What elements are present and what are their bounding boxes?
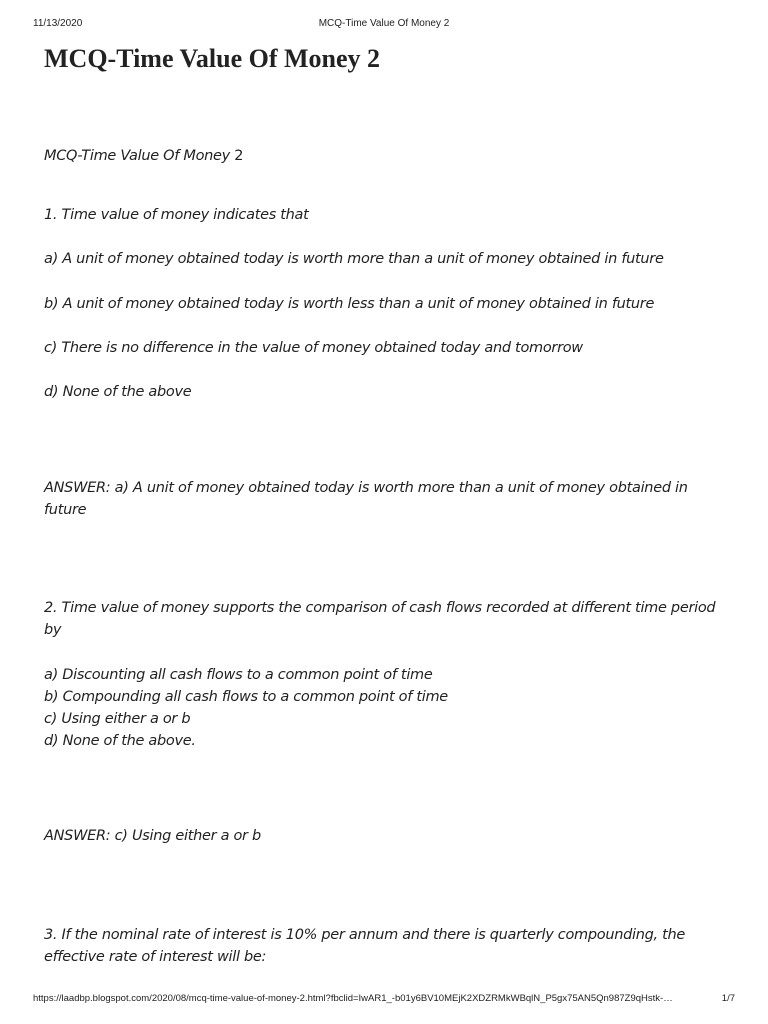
subtitle-number: 2 [229,148,244,164]
question-2-option-b: b) Compounding all cash flows to a common point of time [44,689,448,705]
question-2-answer: ANSWER: c) Using either a or b [44,828,261,844]
question-1-option-c: c) There is no difference in the value of money obtained today and tomorrow [44,340,583,356]
print-date: 11/13/2020 [33,18,83,29]
print-url[interactable]: https://laadbp.blogspot.com/2020/08/mcq-time-value-of-money-2.html?fbclid=IwAR1_-b01y6BV10MEjK2XDZRMkWBqlN_P5gx75AN5Qn987Z9qHstk-… [33,993,673,1004]
subtitle [44,145,734,167]
question-1-option-d: d) None of the above [44,384,192,400]
question-1: 1. Time value of money indicates that [44,207,309,223]
question-2: 2. Time value of money supports the comparison of cash flows recorded at different time period by [44,600,716,638]
page-number: 1/7 [721,993,735,1004]
subtitle-text: MCQ-Time Value Of Money [44,148,230,164]
question-2-option-a: a) Discounting all cash flows to a common point of time [44,667,433,683]
question-2-option-d: d) None of the above. [44,733,196,749]
question-3: 3. If the nominal rate of interest is 10% per annum and there is quarterly compounding, the effective rate of interest will be: [44,927,686,965]
print-doc-title: MCQ-Time Value Of Money 2 [318,18,450,29]
print-footer [33,993,735,1007]
question-1-option-b: b) A unit of money obtained today is worth less than a unit of money obtained in future [44,296,655,312]
question-1-option-a: a) A unit of money obtained today is worth more than a unit of money obtained in future [44,251,664,267]
question-1-answer: ANSWER: a) A unit of money obtained today is worth more than a unit of money obtained in future [44,480,688,518]
question-2-option-c: c) Using either a or b [44,711,191,727]
page-title: MCQ-Time Value Of Money 2 [44,44,381,73]
print-header [33,18,735,32]
